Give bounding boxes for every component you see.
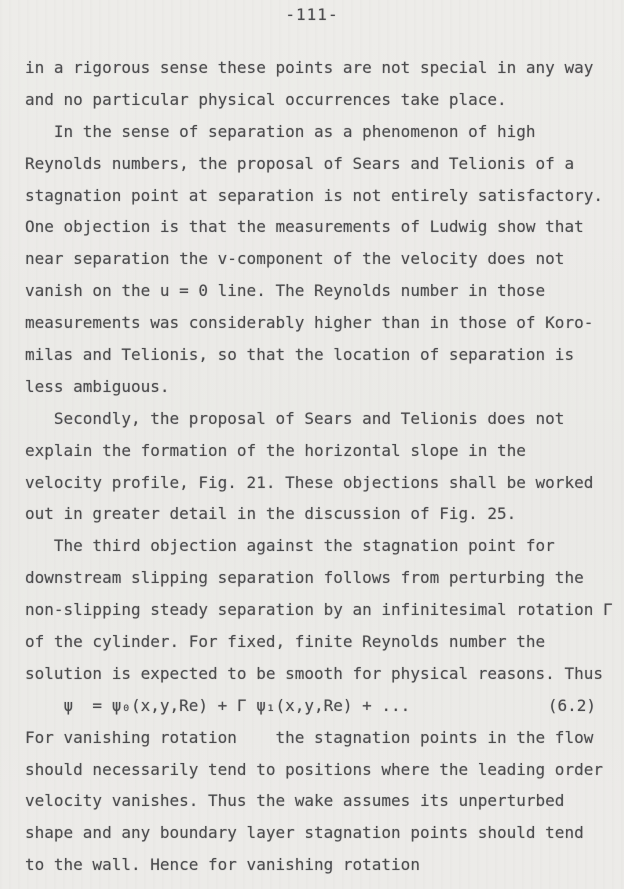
text-line: explain the formation of the horizontal slope in the <box>25 440 526 460</box>
text-line: non-slipping steady separation by an infinitesimal rotation Γ <box>25 600 613 620</box>
text-line: solution is expected to be smooth for physical reasons. Thus <box>25 663 603 683</box>
equation-text: ψ = ψ₀(x,y,Re) + Γ ψ₁(x,y,Re) + ... <box>25 695 411 715</box>
text-line: downstream slipping separation follows from perturbing the <box>25 568 584 588</box>
text-line: velocity vanishes. Thus the wake assumes its unperturbed <box>25 791 565 811</box>
text-line: measurements was considerably higher than in those of Koro- <box>25 313 594 333</box>
page-body <box>0 52 624 881</box>
text-line: less ambiguous. <box>25 376 170 396</box>
text-line: stagnation point at separation is not entirely satisfactory. <box>25 185 603 205</box>
text-line: vanish on the u = 0 line. The Reynolds number in those <box>25 281 546 301</box>
text-line: in a rigorous sense these points are not special in any way <box>25 58 594 77</box>
text-line: One objection is that the measurements of Ludwig show that <box>25 217 584 237</box>
text-line: out in greater detail in the discussion of Fig. 25. <box>25 504 517 524</box>
equation-number: (6.2) <box>547 695 596 715</box>
text-line: shape and any boundary layer stagnation points should tend <box>25 823 584 843</box>
equation-line <box>25 690 596 722</box>
text-line: milas and Telionis, so that the location of separation is <box>25 345 575 365</box>
text-line: The third objection against the stagnation point for <box>25 536 555 556</box>
text-line: to the wall. Hence for vanishing rotation <box>25 855 420 875</box>
text-line: near separation the v-component of the velocity does not <box>25 249 565 269</box>
text-line: Reynolds numbers, the proposal of Sears and Telionis of a <box>25 153 575 173</box>
page-number: -111- <box>285 5 339 24</box>
text-line: In the sense of separation as a phenomenon of high <box>25 121 536 141</box>
text-line: should necessarily tend to positions where the leading order <box>25 759 603 779</box>
text-line: Secondly, the proposal of Sears and Telionis does not <box>25 408 565 428</box>
text-line: velocity profile, Fig. 21. These objections shall be worked <box>25 472 594 492</box>
text-line: For vanishing rotation the stagnation points in the flow <box>25 727 594 747</box>
text-line: and no particular physical occurrences take place. <box>25 89 507 109</box>
text-line: of the cylinder. For fixed, finite Reynolds number the <box>25 632 546 652</box>
